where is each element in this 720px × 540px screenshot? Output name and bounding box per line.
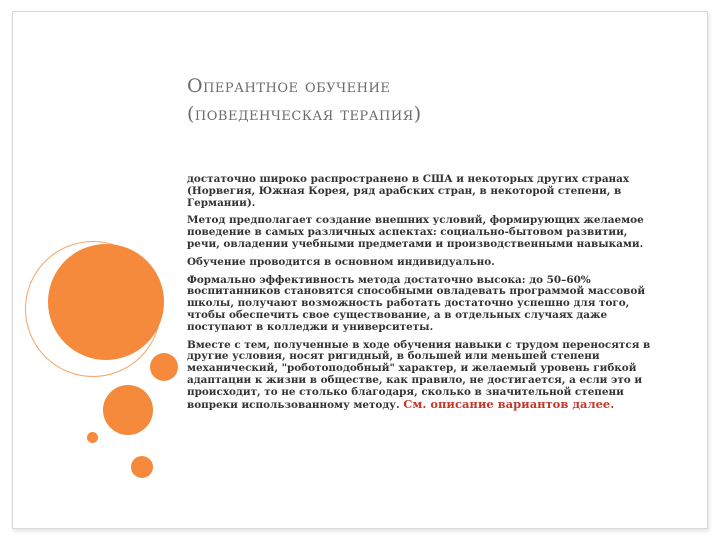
- paragraph-text: Вместе с тем, полученные в ходе обучения навыки с трудом переносятся в другие условия, носят ригидный, в большей или меньшей степени механический, "роботоподобный" характер, и желаемый уровень гибкой адаптации к жизни в обществе, как правило, не достигается, а если это и происходит, то не столько благодаря, сколько в значительной степени вопреки использованному методу.: [187, 338, 651, 411]
- decorative-circle: [103, 385, 153, 435]
- paragraph-last: [187, 340, 657, 412]
- paragraph: достаточно широко распространено в США и некоторых других странах (Норвегия, Южная Корея, ряд арабских стран, в некоторой степени, в Германии).: [187, 173, 630, 209]
- paragraph: Метод предполагает создание внешних условий, формирующих желаемое поведение в самых различных аспектах: социально-бытовом развитии, речи, овладении учебными предметами и производственными навыками.: [187, 214, 644, 250]
- decorative-circle-medium: [150, 353, 178, 381]
- decorative-circle-small: [131, 456, 153, 478]
- slide-title: [187, 72, 687, 128]
- slide-body: [187, 174, 657, 417]
- title-line-2: (поведенческая терапия): [187, 103, 422, 125]
- decorative-circle-large: [48, 244, 164, 360]
- paragraph: Обучение проводится в основном индивидуально.: [187, 255, 495, 268]
- variants-link[interactable]: См. описание вариантов далее.: [403, 396, 615, 411]
- decorative-circle-tiny: [87, 432, 98, 443]
- title-line-1: Оперантное обучение: [187, 75, 391, 97]
- paragraph: Формально эффективность метода достаточно высока: до 50–60% воспитанников становятся способными овладевать программой массовой школы, получают возможность работать достаточно успешно для того, чтобы обеспечить свое существование, а в отдельных случаях даже поступают в колледжи и университеты.: [187, 273, 646, 333]
